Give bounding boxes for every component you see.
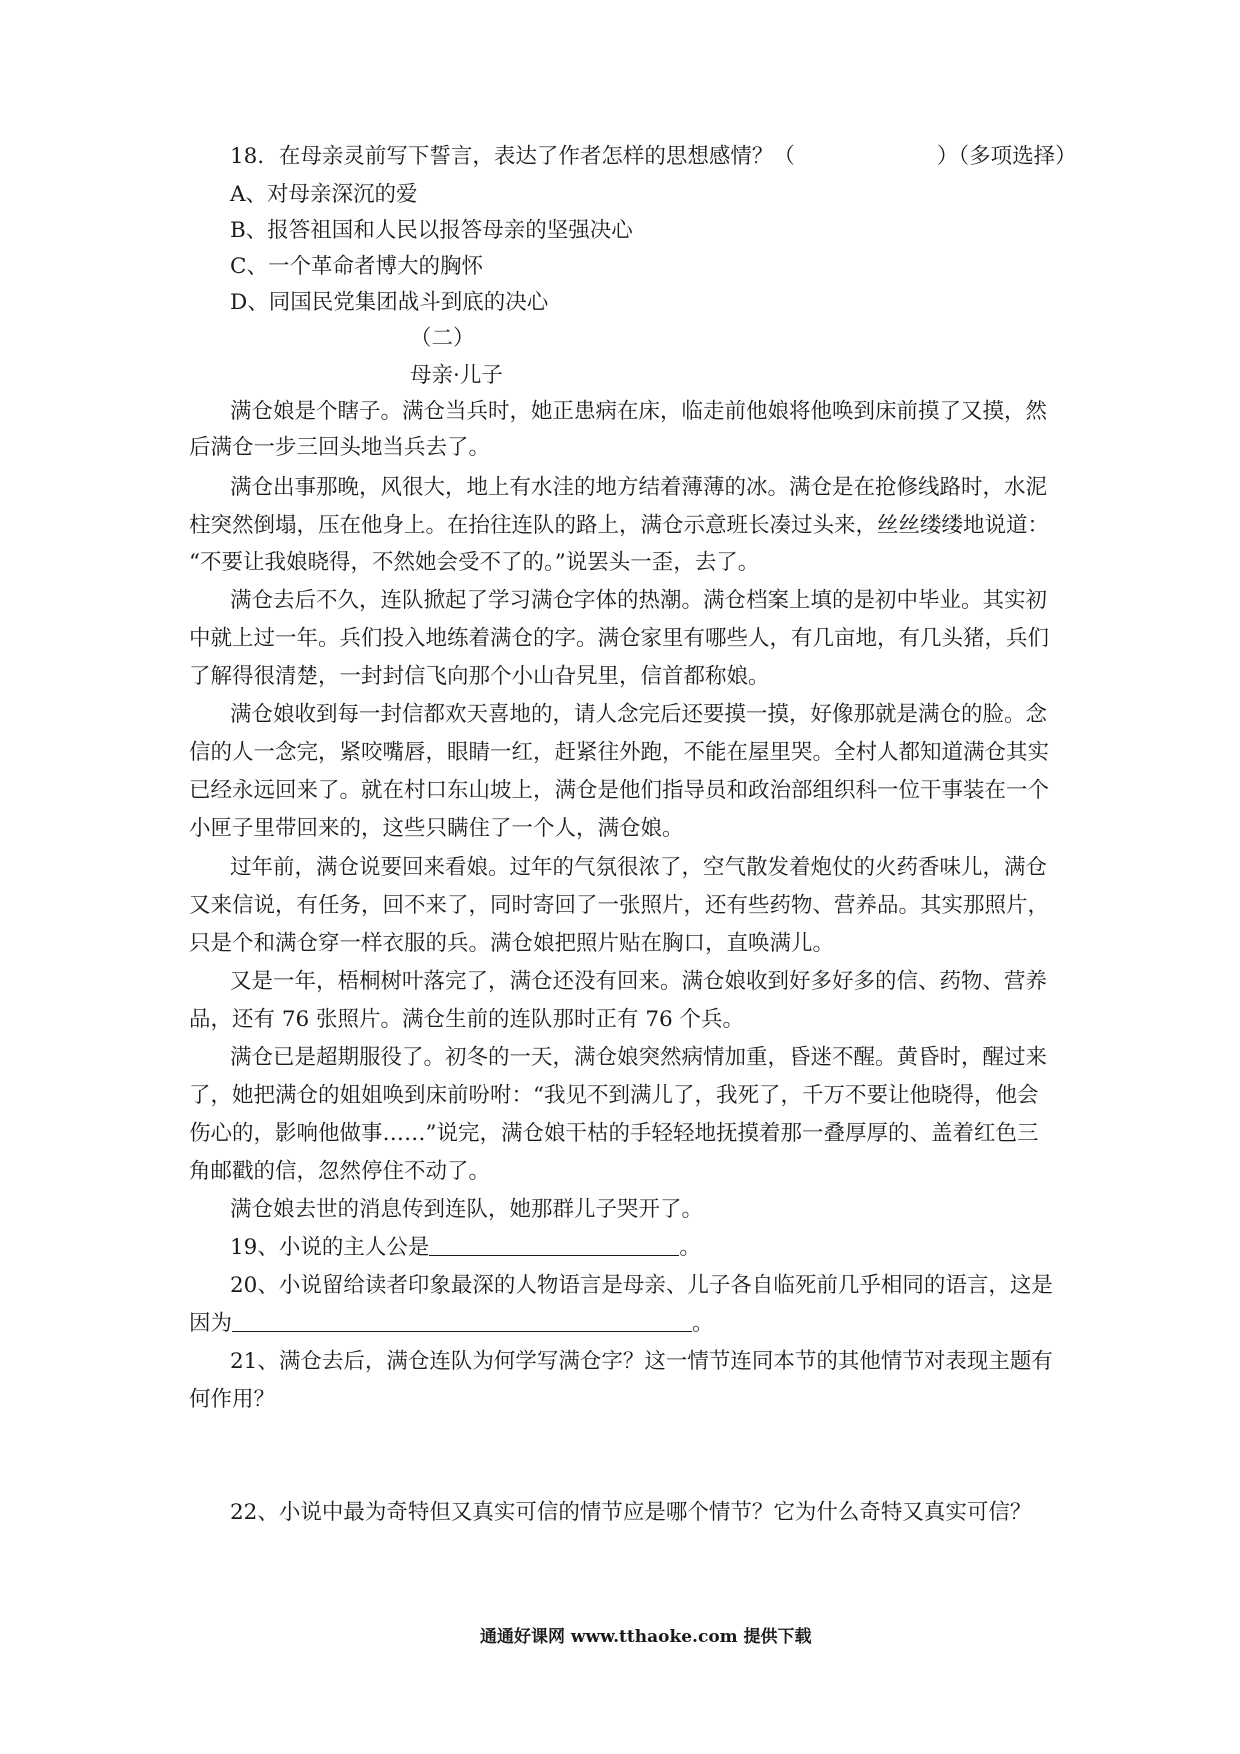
story-p3-line3: 了解得很清楚，一封封信飞向那个小山旮旯里，信首都称娘。 <box>189 664 770 689</box>
story-title: 母亲·儿子 <box>410 363 503 388</box>
q20-line2 <box>189 1309 714 1339</box>
section-number: （二） <box>410 326 475 351</box>
story-p1-line2: 后满仓一步三回头地当兵去了。 <box>189 435 491 460</box>
q18-close: ）（多项选择） <box>936 144 1077 169</box>
story-p5-line1: 过年前，满仓说要回来看娘。过年的气氛很浓了，空气散发着炮仗的火药香味儿，满仓 <box>230 855 1048 880</box>
q18-option-a: A、对母亲深沉的爱 <box>230 182 418 207</box>
footer-source: 通通好课网 www.tthaoke.com 提供下载 <box>480 1627 812 1647</box>
q19-line <box>230 1233 701 1263</box>
q22-line: 22、小说中最为奇特但又真实可信的情节应是哪个情节？它为什么奇特又真实可信？ <box>230 1500 1032 1525</box>
story-p5-line3: 只是个和满仓穿一样衣服的兵。满仓娘把照片贴在胸口，直唤满儿。 <box>189 931 835 956</box>
q19-text: 19、小说的主人公是 <box>230 1235 430 1260</box>
q20-line1: 20、小说留给读者印象最深的人物语言是母亲、儿子各自临死前几乎相同的语言，这是 <box>230 1273 1053 1298</box>
story-p2-line3: “不要让我娘晓得，不然她会受不了的。”说罢头一歪，去了。 <box>189 550 760 575</box>
q18-stem: 18．在母亲灵前写下誓言，表达了作者怎样的思想感情？（ <box>230 144 795 169</box>
story-p4-line2: 信的人一念完，紧咬嘴唇，眼睛一红，赶紧往外跑，不能在屋里哭。全村人都知道满仓其实 <box>189 740 1050 765</box>
story-p3-line2: 中就上过一年。兵们投入地练着满仓的字。满仓家里有哪些人，有几亩地，有几头猪，兵们 <box>189 626 1050 651</box>
q19-answer-blank[interactable] <box>429 1233 679 1256</box>
q20-text: 因为 <box>189 1311 233 1336</box>
q18-stem-line <box>230 142 1077 172</box>
story-p8-line1: 满仓娘去世的消息传到连队，她那群儿子哭开了。 <box>230 1197 704 1222</box>
story-p6-line1: 又是一年，梧桐树叶落完了，满仓还没有回来。满仓娘收到好多好多的信、药物、营养 <box>230 969 1048 994</box>
q20-answer-blank[interactable] <box>232 1309 692 1332</box>
q21-line1: 21、满仓去后，满仓连队为何学写满仓字？这一情节连同本节的其他情节对表现主题有 <box>230 1349 1053 1374</box>
story-p2-line2: 柱突然倒塌，压在他身上。在抬往连队的路上，满仓示意班长凑过头来，丝丝缕缕地说道： <box>189 513 1050 538</box>
story-p4-line4: 小匣子里带回来的，这些只瞒住了一个人，满仓娘。 <box>189 816 684 841</box>
q20-end: 。 <box>692 1311 714 1336</box>
q18-option-c: C、一个革命者博大的胸怀 <box>230 254 483 279</box>
story-p7-line4: 角邮戳的信，忽然停住不动了。 <box>189 1159 491 1184</box>
story-p4-line1: 满仓娘收到每一封信都欢天喜地的，请人念完后还要摸一摸，好像那就是满仓的脸。念 <box>230 702 1048 727</box>
story-p1-line1: 满仓娘是个瞎子。满仓当兵时，她正患病在床，临走前他娘将他唤到床前摸了又摸，然 <box>230 399 1048 424</box>
story-p2-line1: 满仓出事那晚，风很大，地上有水洼的地方结着薄薄的冰。满仓是在抢修线路时，水泥 <box>230 475 1048 500</box>
story-p3-line1: 满仓去后不久，连队掀起了学习满仓字体的热潮。满仓档案上填的是初中毕业。其实初 <box>230 588 1048 613</box>
q18-option-b: B、报答祖国和人民以报答母亲的坚强决心 <box>230 218 633 243</box>
q18-option-d: D、同国民党集团战斗到底的决心 <box>230 290 549 315</box>
story-p7-line2: 了，她把满仓的姐姐唤到床前吩咐：“我见不到满儿了，我死了，千万不要让他晓得，他会 <box>189 1083 1039 1108</box>
story-p7-line1: 满仓已是超期服役了。初冬的一天，满仓娘突然病情加重，昏迷不醒。黄昏时，醒过来 <box>230 1045 1048 1070</box>
story-p5-line2: 又来信说，有任务，回不来了，同时寄回了一张照片，还有些药物、营养品。其实那照片， <box>189 893 1050 918</box>
story-p4-line3: 已经永远回来了。就在村口东山坡上，满仓是他们指导员和政治部组织科一位干事装在一个 <box>189 778 1050 803</box>
story-p7-line3: 伤心的，影响他做事……”说完，满仓娘干枯的手轻轻地抚摸着那一叠厚厚的、盖着红色三 <box>189 1121 1039 1146</box>
q21-line2: 何作用？ <box>189 1387 276 1412</box>
q19-end: 。 <box>679 1235 701 1260</box>
story-p6-line2: 品，还有 76 张照片。满仓生前的连队那时正有 76 个兵。 <box>189 1007 745 1032</box>
